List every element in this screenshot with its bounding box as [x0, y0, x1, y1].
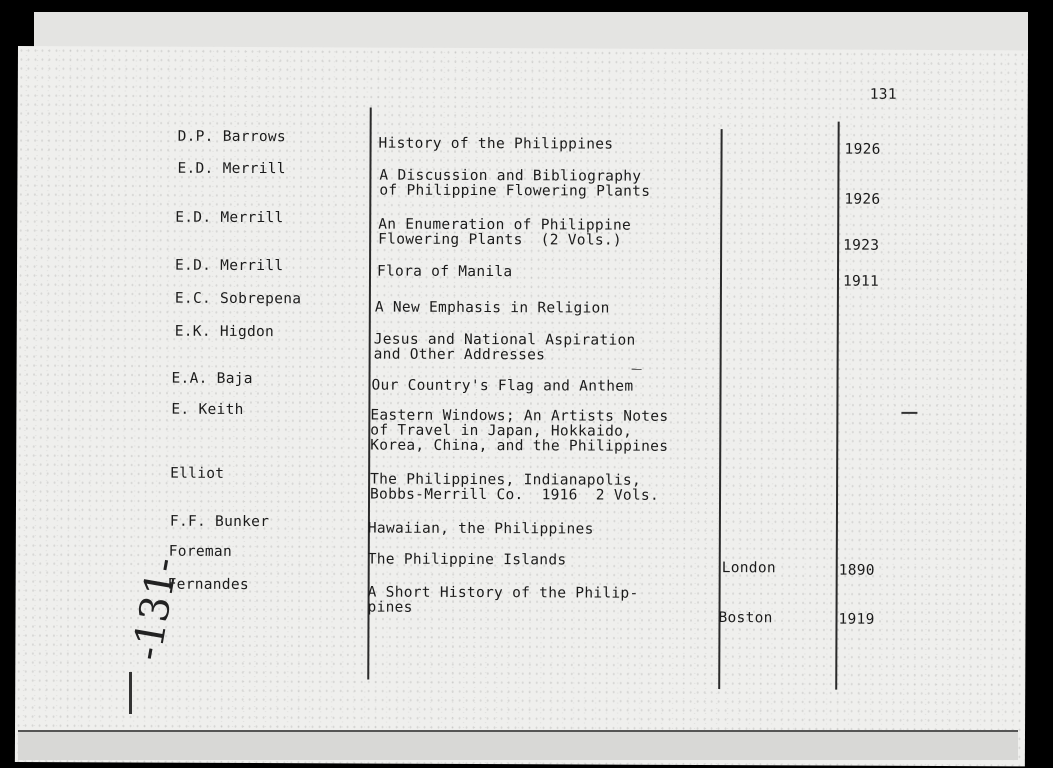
- title-cell: Our Country's Flag and Anthem: [371, 377, 634, 395]
- title-cell: An Enumeration of Philippine Flowering Plants (2 Vols.): [378, 216, 632, 249]
- author-cell: E.C. Sobrepena: [174, 290, 302, 308]
- author-cell: E.D. Merrill: [175, 209, 284, 227]
- author-cell: E.D. Merrill: [175, 257, 284, 275]
- author-cell: E.K. Higdon: [174, 323, 275, 341]
- place-cell: Boston: [718, 610, 773, 627]
- title-cell: A New Emphasis in Religion: [374, 299, 610, 317]
- stray-mark: [632, 369, 642, 370]
- author-cell: F.F. Bunker: [169, 513, 270, 531]
- title-cell: Eastern Windows; An Artists Notes of Travel in Japan, Hokkaido, Korea, China, and the Philippines: [370, 407, 669, 455]
- handwritten-page-mark: -131-: [124, 554, 188, 664]
- page-number: 131: [869, 86, 897, 103]
- column-rule-title-place: [718, 129, 722, 689]
- bottom-page-edge: [18, 730, 1018, 760]
- pencil-stroke: [129, 672, 132, 714]
- title-cell: The Philippine Islands: [367, 551, 567, 569]
- author-cell: Foreman: [168, 543, 233, 560]
- year-cell: 1926: [844, 141, 881, 158]
- year-cell: 1911: [842, 273, 880, 290]
- author-cell: E.A. Baja: [171, 370, 253, 388]
- title-cell: Jesus and National Aspiration and Other Addresses: [373, 331, 636, 364]
- title-cell: A Discussion and Bibliography of Philippine Flowering Plants: [379, 167, 651, 200]
- author-cell: E.D. Merrill: [177, 160, 286, 178]
- author-cell: Fernandes: [167, 576, 249, 594]
- title-cell: History of the Philippines: [378, 135, 614, 153]
- author-cell: Elliot: [170, 465, 225, 482]
- year-cell: 1919: [838, 611, 875, 628]
- author-cell: E. Keith: [171, 401, 244, 418]
- stray-mark: [901, 412, 917, 414]
- year-cell: 1926: [844, 191, 881, 208]
- author-cell: D.P. Barrows: [177, 128, 286, 146]
- year-cell: 1890: [838, 562, 875, 579]
- title-cell: Flora of Manila: [376, 263, 513, 281]
- column-rule-place-year: [835, 122, 839, 690]
- year-cell: 1923: [843, 237, 880, 254]
- place-cell: London: [721, 560, 776, 577]
- title-cell: A Short History of the Philip- pines: [367, 584, 639, 616]
- title-cell: Hawaiian, the Philippines: [367, 520, 594, 538]
- title-cell: The Philippines, Indianapolis, Bobbs-Merrill Co. 1916 2 Vols.: [370, 471, 660, 504]
